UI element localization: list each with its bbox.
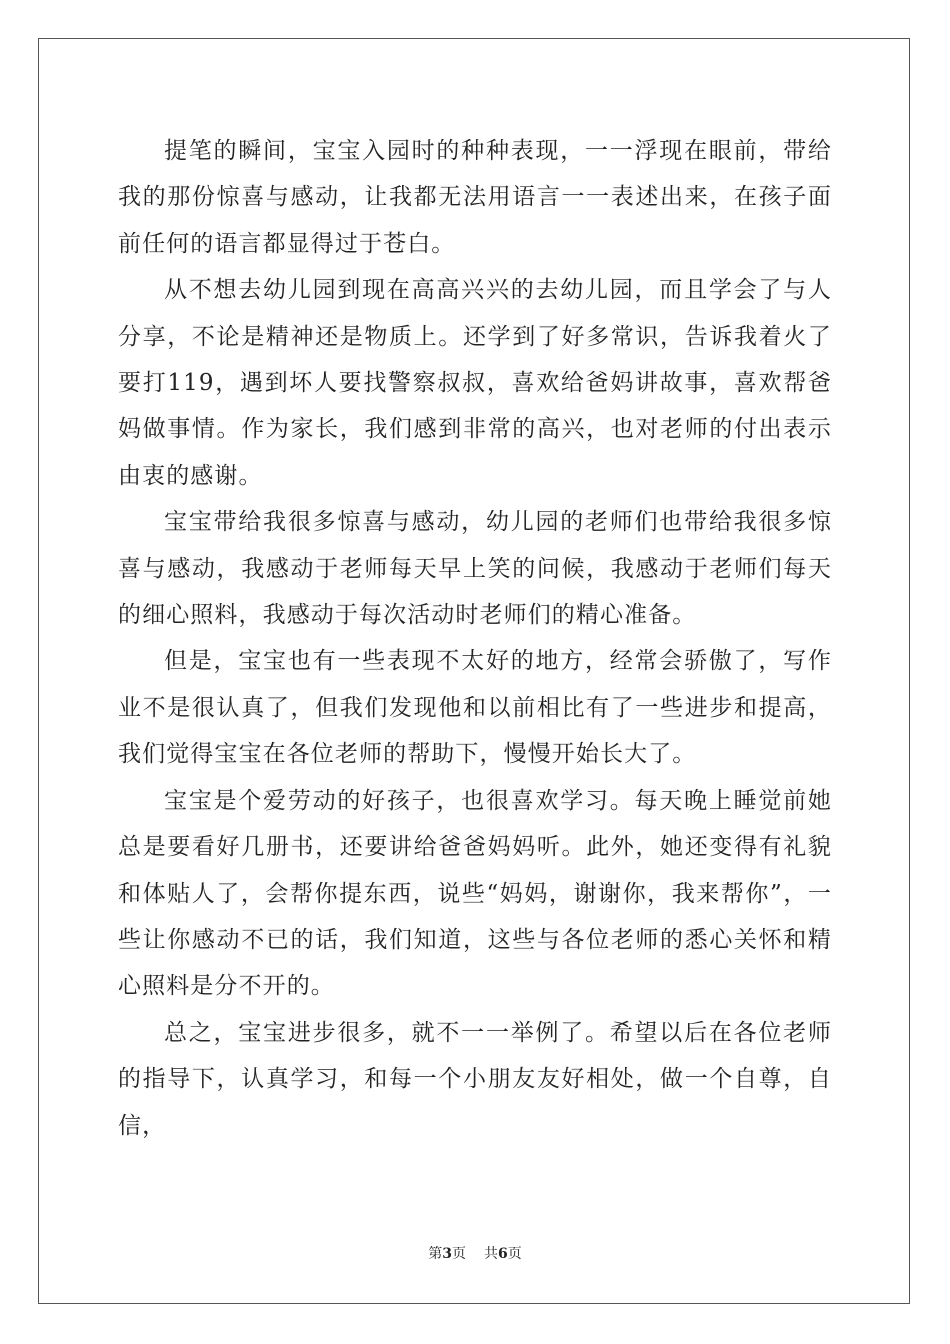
paragraph-5: 宝宝是个爱劳动的好孩子，也很喜欢学习。每天晚上睡觉前她总是要看好几册书，还要讲给爸爸妈妈听。此外，她还变得有礼貌和体贴人了，会帮你提东西，说些“妈妈，谢谢你，我来帮你”，一些让你感动不已的话，我们知道，这些与各位老师的悉心关怀和精心照料是分不开的。 (118, 787, 832, 1000)
paragraph-4: 但是，宝宝也有一些表现不太好的地方，经常会骄傲了，写作业不是很认真了，但我们发现他和以前相比有了一些进步和提高，我们觉得宝宝在各位老师的帮助下，慢慢开始长大了。 (118, 648, 832, 768)
document-body (118, 128, 832, 1149)
page-footer (0, 1243, 950, 1263)
paragraph-1: 提笔的瞬间，宝宝入园时的种种表现，一一浮现在眼前，带给我的那份惊喜与感动，让我都无法用语言一一表述出来，在孩子面前任何的语言都显得过于苍白。 (118, 138, 832, 257)
paragraph-6: 总之，宝宝进步很多，就不一一举例了。希望以后在各位老师的指导下，认真学习，和每一个小朋友友好相处，做一个自尊，自信， (118, 1019, 832, 1139)
total-pages-number: 6 (498, 1246, 508, 1262)
current-page-number: 3 (442, 1246, 452, 1262)
page-number-prefix: 第 (428, 1246, 443, 1262)
paragraph-3: 宝宝带给我很多惊喜与感动，幼儿园的老师们也带给我很多惊喜与感动，我感动于老师每天早上笑的问候，我感动于老师们每天的细心照料，我感动于每次活动时老师们的精心准备。 (118, 509, 832, 629)
total-pages-prefix: 共 (484, 1246, 498, 1262)
paragraph-2: 从不想去幼儿园到现在高高兴兴的去幼儿园，而且学会了与人分享，不论是精神还是物质上。还学到了好多常识，告诉我着火了要打119，遇到坏人要找警察叔叔，喜欢给爸妈讲故事，喜欢帮爸妈做事情。作为家长，我们感到非常的高兴，也对老师的付出表示由衷的感谢。 (118, 277, 832, 489)
page-number-suffix: 页 (452, 1246, 466, 1262)
total-pages-suffix: 页 (507, 1246, 522, 1262)
